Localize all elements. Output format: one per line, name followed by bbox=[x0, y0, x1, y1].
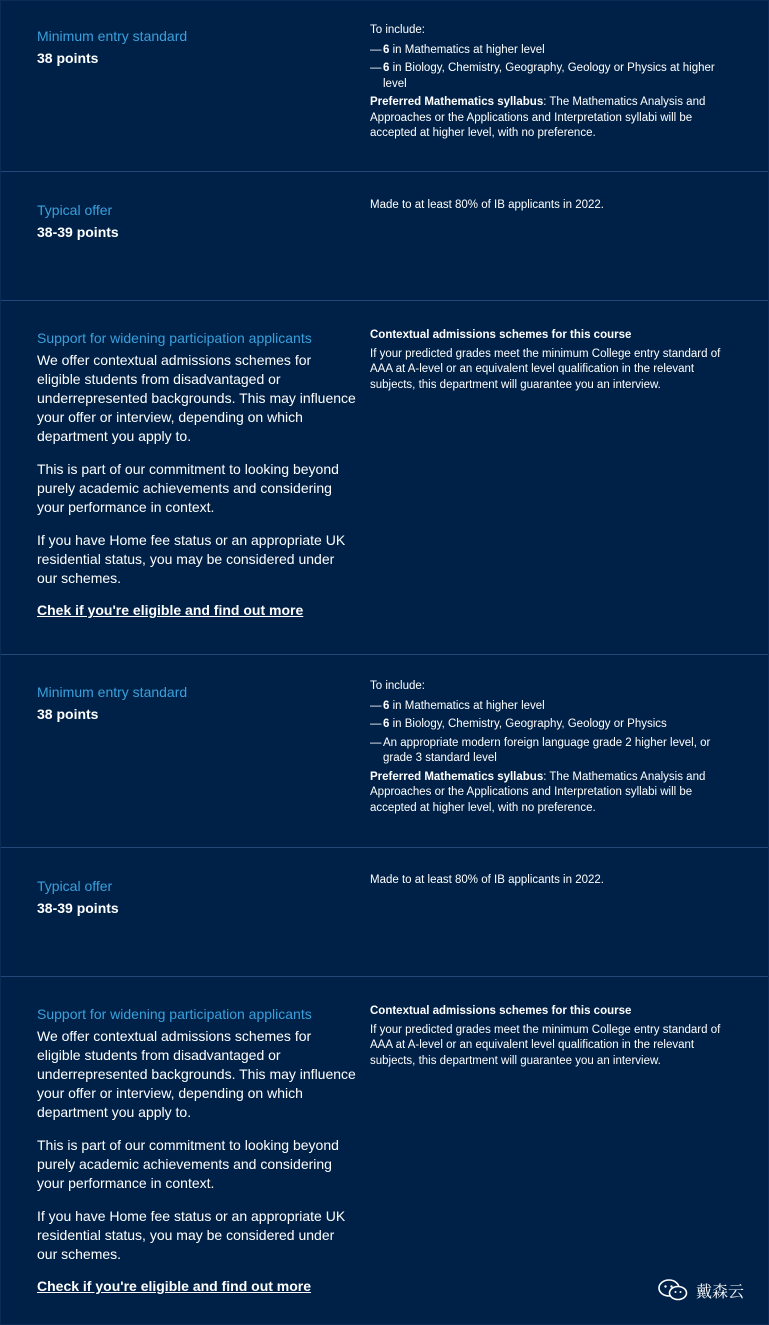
requirements-intro: To include: bbox=[370, 680, 425, 692]
typical-offer-note: Made to at least 80% of IB applicants in 2022. bbox=[370, 199, 604, 211]
preferred-syllabus-text: : The Mathematics Analysis and Approaches or the Applications and Interpretation syllabi will be accepted at higher level, with no preference. bbox=[370, 96, 706, 139]
contextual-body: If your predicted grades meet the minimum College entry standard of AAA at A-level or an equivalent level qualification in the relevant subjects, this department will guarantee you an interview. bbox=[370, 347, 721, 391]
min-entry-left bbox=[37, 683, 357, 724]
widening-label: Support for widening participation applicants bbox=[37, 330, 312, 346]
requirement-text: in Mathematics at higher level bbox=[389, 699, 545, 712]
widening-paragraph: If you have Home fee status or an appropriate UK residential status, you may be considered under our schemes. bbox=[37, 532, 346, 586]
list-item bbox=[370, 736, 725, 767]
requirements-list bbox=[370, 699, 725, 767]
min-entry-row-2 bbox=[1, 655, 768, 848]
dash-icon: — bbox=[370, 62, 382, 74]
contextual-body: If your predicted grades meet the minimum College entry standard of AAA at A-level or an equivalent level qualification in the relevant subjects, this department will guarantee you an interview. bbox=[370, 1023, 721, 1067]
grade: 6 bbox=[383, 718, 390, 730]
widening-participation-row-2 bbox=[1, 977, 768, 1324]
min-entry-row-1 bbox=[1, 1, 768, 172]
requirements-list bbox=[370, 43, 725, 93]
min-entry-label: Minimum entry standard bbox=[37, 684, 188, 700]
min-entry-value: 38 points bbox=[37, 706, 99, 722]
requirement-text: in Biology, Chemistry, Geography, Geology or Physics at higher level bbox=[383, 62, 715, 90]
grade: 6 bbox=[383, 43, 390, 56]
grade: 6 bbox=[383, 699, 390, 712]
typical-offer-value: 38-39 points bbox=[37, 900, 119, 916]
widening-participation-row-1 bbox=[1, 301, 768, 655]
contextual-title: Contextual admissions schemes for this course bbox=[370, 1005, 632, 1017]
min-entry-details bbox=[370, 23, 725, 142]
dash-icon: — bbox=[370, 43, 382, 56]
dash-icon: — bbox=[370, 736, 382, 749]
widening-left bbox=[37, 329, 357, 620]
list-item bbox=[370, 43, 725, 59]
widening-paragraph: We offer contextual admissions schemes for eligible students from disadvantaged or underrepresented backgrounds. This may influence your offer or interview, depending on which department you apply to. bbox=[37, 1028, 356, 1120]
preferred-syllabus-text: : The Mathematics Analysis and Approaches or the Applications and Interpretation syllabi will be accepted at higher level, with no preference. bbox=[370, 770, 706, 814]
contextual-admissions bbox=[370, 1004, 725, 1069]
typical-offer-row-2 bbox=[1, 848, 768, 977]
dash-icon: — bbox=[370, 718, 382, 730]
widening-paragraph: We offer contextual admissions schemes for eligible students from disadvantaged or underrepresented backgrounds. This may influence your offer or interview, depending on which department you apply to. bbox=[37, 352, 356, 444]
widening-paragraph: This is part of our commitment to looking beyond purely academic achievements and considering your performance in context. bbox=[37, 1137, 339, 1191]
requirement-text: in Biology, Chemistry, Geography, Geology or Physics bbox=[389, 718, 667, 730]
widening-left bbox=[37, 1005, 357, 1296]
requirements-intro: To include: bbox=[370, 24, 425, 36]
typical-offer-value: 38-39 points bbox=[37, 224, 119, 240]
typical-offer-label: Typical offer bbox=[37, 202, 113, 218]
typical-offer-note: Made to at least 80% of IB applicants in 2022. bbox=[370, 874, 604, 886]
contextual-admissions bbox=[370, 328, 725, 393]
watermark bbox=[658, 1278, 744, 1302]
widening-paragraph: If you have Home fee status or an appropriate UK residential status, you may be considered under our schemes. bbox=[37, 1208, 346, 1262]
widening-label: Support for widening participation applicants bbox=[37, 1006, 312, 1022]
min-entry-value: 38 points bbox=[37, 50, 99, 66]
requirement-text: in Mathematics at higher level bbox=[389, 43, 545, 56]
typical-offer-label: Typical offer bbox=[37, 878, 113, 894]
dash-icon: — bbox=[370, 699, 382, 712]
min-entry-label: Minimum entry standard bbox=[37, 28, 188, 44]
wechat-icon bbox=[658, 1278, 688, 1302]
preferred-syllabus-label: Preferred Mathematics syllabus bbox=[370, 770, 544, 783]
typical-offer-left bbox=[37, 877, 357, 918]
list-item bbox=[370, 699, 725, 715]
preferred-syllabus-label: Preferred Mathematics syllabus bbox=[370, 96, 544, 108]
contextual-title: Contextual admissions schemes for this course bbox=[370, 329, 632, 341]
preferred-syllabus bbox=[370, 770, 725, 817]
widening-paragraph: This is part of our commitment to looking beyond purely academic achievements and considering your performance in context. bbox=[37, 461, 339, 515]
typical-offer-row-1 bbox=[1, 172, 768, 301]
grade: 6 bbox=[383, 62, 390, 74]
list-item bbox=[370, 61, 725, 92]
typical-offer-left bbox=[37, 201, 357, 242]
check-eligibility-link[interactable]: Chek if you're eligible and find out more bbox=[37, 602, 304, 618]
watermark-text: 戴森云 bbox=[695, 1283, 744, 1301]
requirement-text: An appropriate modern foreign language grade 2 higher level, or grade 3 standard level bbox=[383, 736, 711, 764]
min-entry-details bbox=[370, 679, 725, 816]
check-eligibility-link[interactable]: Check if you're eligible and find out more bbox=[37, 1278, 312, 1294]
preferred-syllabus bbox=[370, 95, 725, 142]
list-item bbox=[370, 717, 725, 733]
min-entry-left bbox=[37, 27, 357, 68]
